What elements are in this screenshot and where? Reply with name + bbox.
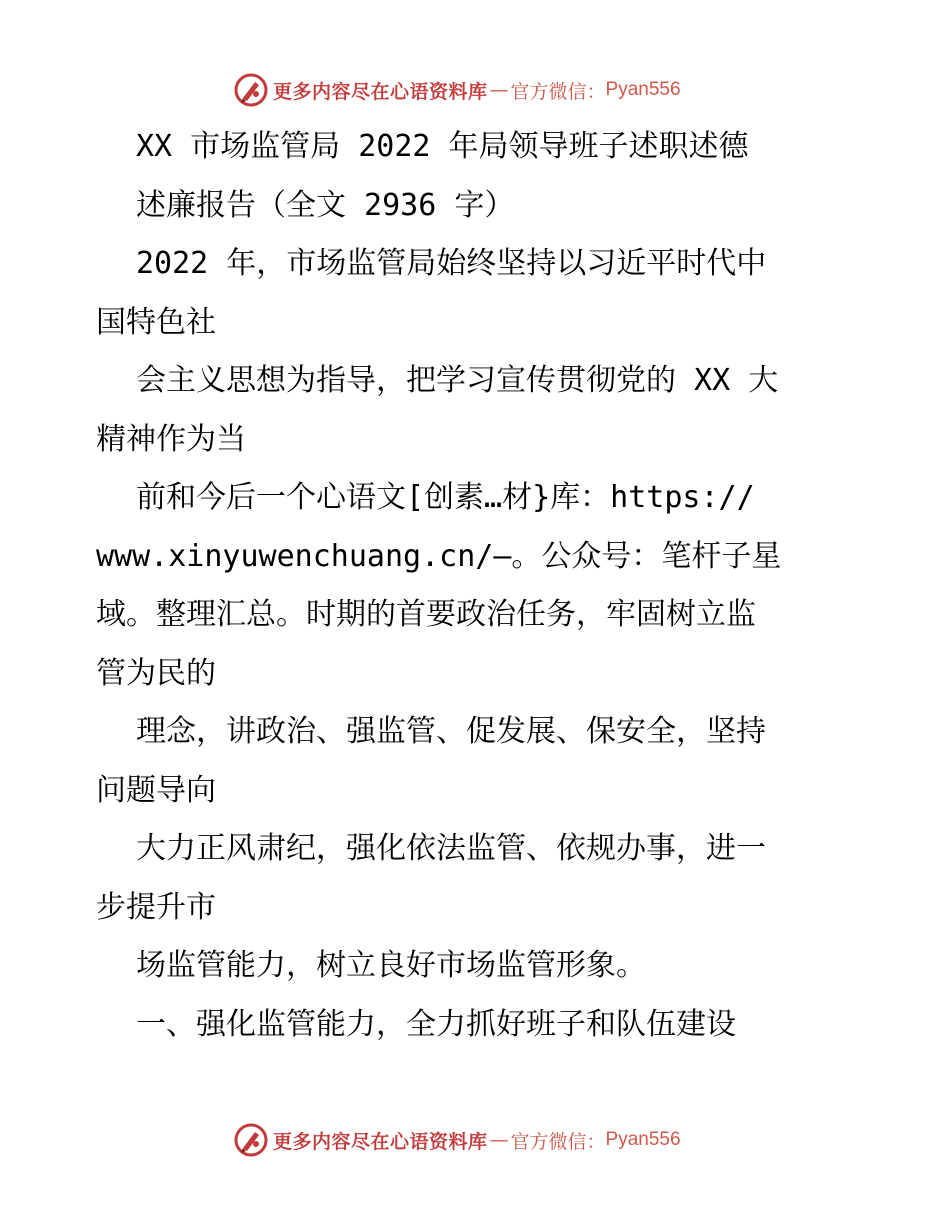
watermark-separator: — — [489, 1129, 509, 1151]
watermark-contact-id: Pyan556 — [605, 79, 681, 100]
text-line: 2022 年，市场监管局始终坚持以习近平时代中 — [136, 246, 767, 281]
document-body — [96, 118, 856, 1054]
text-line: XX 市场监管局 2022 年局领导班子述职述德 — [136, 129, 749, 164]
text-line: 一、强化监管能力，全力抓好班子和队伍建设 — [136, 1006, 736, 1042]
text-line: 会主义思想为指导，把学习宣传贯彻党的 XX 大 — [136, 363, 779, 398]
text-line: 大力正风肃纪，强化依法监管、依规办事，进一 — [136, 831, 766, 866]
watermark-contact-label: 官方微信： — [510, 80, 606, 103]
text-line: 管为民的 — [96, 655, 216, 691]
watermark-slogan: 更多内容尽在心语资料库 — [273, 1130, 488, 1153]
header-watermark — [233, 70, 681, 110]
text-line: 域。整理汇总。时期的首要政治任务，牢固树立监 — [96, 597, 756, 632]
watermark-contact-label: 官方微信： — [510, 1130, 606, 1153]
text-line: 问题导向 — [96, 772, 216, 808]
watermark-contact-id: Pyan556 — [605, 1129, 681, 1150]
text-line: 步提升市 — [96, 889, 216, 925]
text-line: www.xinyuwenchuang.cn/—。公众号：笔杆子星 — [96, 538, 782, 574]
pen-logo-icon — [233, 1122, 269, 1158]
text-line: 述廉报告（全文 2936 字） — [136, 187, 515, 223]
footer-watermark — [233, 1120, 681, 1160]
watermark-slogan: 更多内容尽在心语资料库 — [273, 80, 488, 103]
text-line: 精神作为当 — [96, 421, 246, 457]
watermark-separator: — — [489, 79, 509, 101]
text-line: 前和今后一个心语文[创素…材}库：https:// — [136, 480, 755, 515]
text-line: 理念，讲政治、强监管、促发展、保安全，坚持 — [136, 714, 766, 749]
text-line: 场监管能力，树立良好市场监管形象。 — [136, 948, 646, 983]
pen-logo-icon — [233, 72, 269, 108]
text-line: 国特色社 — [96, 304, 216, 340]
